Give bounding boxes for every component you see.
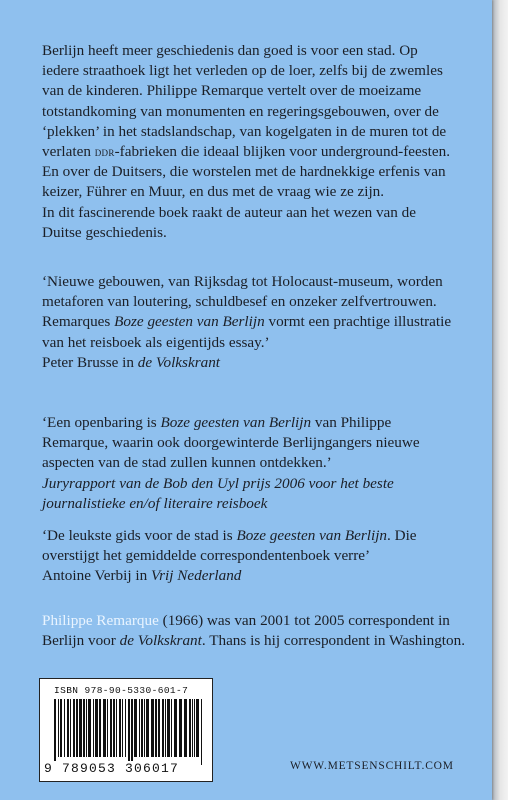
barcode-bars (54, 699, 206, 765)
barcode-bar (189, 699, 191, 757)
barcode-bar (167, 699, 170, 757)
quote-source: journalistieke en/of literaire reisboek (42, 494, 268, 512)
barcode-bar (95, 699, 98, 757)
quote-line: metaforen van loutering, schuldbesef en onzeker zelfvertrouwen. (42, 293, 437, 311)
quote-line (42, 312, 488, 332)
barcode-bar (179, 699, 182, 757)
barcode-bar (151, 699, 154, 757)
quote-source (42, 353, 488, 373)
barcode-bar (60, 699, 62, 757)
barcode-bar (128, 699, 130, 765)
barcode-bar (162, 699, 164, 757)
blurb-line: ‘plekken’ in het stadslandschap, van kogelgaten in de muren tot de (42, 122, 447, 140)
barcode-bar (73, 699, 75, 757)
quote-text: vormt een prachtige illustratie (264, 313, 452, 331)
barcode-bar (196, 699, 199, 757)
blurb-line: totstandkoming van monumenten en regeringsgebouwen, over de (42, 102, 439, 120)
bio-text: (1966) was van 2001 tot 2005 correspondent in (158, 612, 450, 629)
barcode-bar (139, 699, 140, 757)
bio-line (42, 611, 488, 631)
quote-text: ‘De leukste gids voor de stad is (42, 527, 237, 544)
barcode-bar (64, 699, 65, 757)
quote-line: van het reisboek als eigentijds essay.’ (42, 333, 270, 351)
quote-source: Juryrapport van de Bob den Uyl prijs 2006 voor het beste (42, 474, 394, 492)
barcode-bar (99, 699, 101, 757)
quote-text: Remarques (42, 313, 115, 331)
barcode-bar (88, 699, 91, 757)
blurb-line: Duitse geschiedenis. (42, 223, 167, 241)
barcode-bar (184, 699, 187, 757)
quote-line: overstijgt het gemiddelde correspondentenboek verre’ (42, 547, 371, 565)
source-author: Antoine Verbij in (42, 567, 151, 585)
barcode-bar (93, 699, 94, 757)
barcode-bar (86, 699, 87, 757)
source-publication: de Volkskrant (137, 353, 221, 371)
author-bio (42, 611, 488, 651)
quote-line (42, 413, 488, 433)
barcode-bar (174, 699, 177, 757)
review-quote-jury (42, 413, 488, 514)
barcode-bar (113, 699, 115, 757)
barcode-bar (165, 699, 166, 757)
isbn-label: ISBN 978-90-5330-601-7 (54, 685, 189, 696)
barcode-bar (116, 699, 117, 757)
barcode-bar (141, 699, 143, 757)
review-quote-vrij-nederland (42, 526, 488, 587)
barcode-bar (122, 699, 123, 757)
book-title: Boze geesten van Berlijn (160, 414, 312, 431)
quote-line: Remarque, waarin ook doorgewinterde Berlijngangers nieuwe (42, 434, 420, 452)
barcode-digits: 9 789053 306017 (44, 761, 180, 776)
barcode-bar (134, 699, 137, 757)
barcode-bar (119, 699, 121, 757)
bio-line (42, 631, 488, 651)
barcode-bar (70, 699, 71, 757)
source-publication: Vrij Nederland (150, 567, 242, 585)
review-quote-volkskrant (42, 272, 488, 373)
quote-text: ‘Een openbaring is (42, 414, 161, 431)
barcode-bar (67, 699, 69, 757)
barcode-bar (125, 699, 126, 757)
barcode-bar (76, 699, 78, 757)
quote-line: ‘Nieuwe gebouwen, van Rijksdag tot Holocaust-museum, worden (42, 273, 443, 290)
barcode-bar (146, 699, 149, 757)
blurb-text: -fabrieken die ideaal blijken voor underground-feesten. (114, 143, 451, 161)
book-title: Boze geesten van Berlijn (114, 313, 265, 331)
quote-text: . Die (387, 527, 417, 544)
blurb-line: Berlijn heeft meer geschiedenis dan goed is voor een stad. Op (42, 42, 418, 59)
book-title: Boze geesten van Berlijn (236, 527, 388, 544)
quote-line (42, 526, 488, 546)
source-publication: de Volkskrant (119, 632, 202, 650)
blurb-line (42, 142, 488, 162)
barcode-bar (194, 699, 195, 757)
barcode-bar (144, 699, 145, 757)
book-blurb (42, 41, 488, 243)
barcode-bar (79, 699, 82, 757)
author-name: Philippe Remarque (42, 612, 159, 629)
blurb-line: En over de Duitsers, die worstelen met de hardnekkige erfenis van (42, 163, 446, 181)
blurb-line: In dit fascinerende boek raakt de auteur aan het wezen van de (42, 203, 417, 221)
barcode-bar (201, 699, 202, 765)
bio-text: . Thans is hij correspondent in Washington. (201, 632, 465, 650)
blurb-line: iedere straathoek ligt het verleden op de loer, zelfs bij de zwemles (42, 62, 443, 80)
barcode-bar (107, 699, 108, 757)
quote-source (42, 566, 488, 586)
barcode-bar (131, 699, 133, 765)
barcode-bar (171, 699, 172, 757)
isbn-barcode (39, 678, 213, 782)
barcode-bar (54, 699, 56, 765)
blurb-line: keizer, Führer en Muur, en dus met de vraag wie ze zijn. (42, 183, 385, 201)
publisher-website: WWW.METSENSCHILT.COM (290, 760, 454, 772)
barcode-bar (192, 699, 193, 757)
ddr-abbreviation: ddr (94, 144, 115, 160)
blurb-text: verlaten (42, 143, 95, 161)
barcode-bar (103, 699, 106, 757)
barcode-bar (110, 699, 112, 757)
barcode-bar (83, 699, 85, 757)
barcode-bar (58, 699, 59, 757)
bio-text: Berlijn voor (42, 632, 120, 650)
source-author: Peter Brusse in (42, 353, 138, 371)
barcode-bar (155, 699, 157, 757)
barcode-bar (158, 699, 160, 757)
quote-text: van Philippe (311, 414, 392, 431)
quote-line: aspecten van de stad zullen kunnen ontdekken.’ (42, 454, 332, 472)
blurb-line: van de kinderen. Philippe Remarque vertelt over de moeizame (42, 82, 422, 100)
